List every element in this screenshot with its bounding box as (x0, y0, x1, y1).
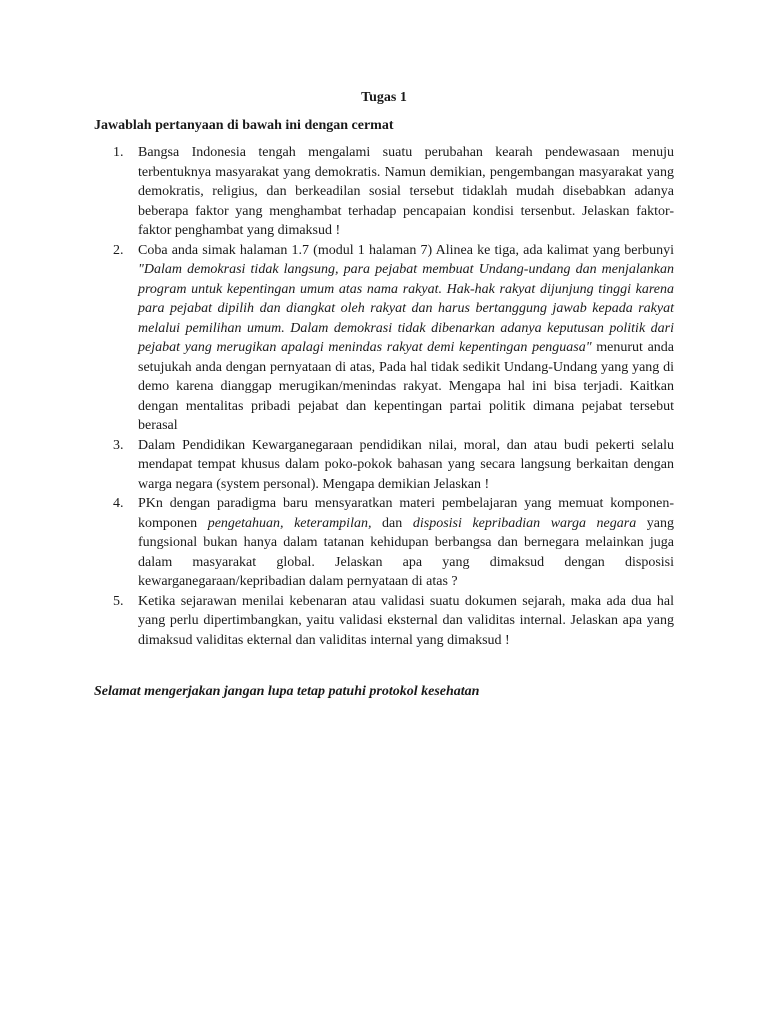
closing-note: Selamat mengerjakan jangan lupa tetap patuhi protokol kesehatan (94, 684, 480, 699)
question-text (138, 143, 674, 241)
question-text (138, 494, 674, 592)
question-item (94, 494, 674, 592)
question-text-italic: pengetahuan, keterampilan, (207, 515, 372, 531)
question-number: 5. (113, 593, 124, 609)
question-text-segment: Dalam Pendidikan Kewarganegaraan pendidikan nilai, moral, dan atau budi pekerti selalu mendapat tempat khusus dalam poko-pokok bahasan yang secara langsung berkaitan dengan warga negara (system personal). Mengapa demikian Jelaskan ! (138, 437, 674, 492)
question-text-segment: Ketika sejarawan menilai kebenaran atau validasi suatu dokumen sejarah, maka ada dua hal yang perlu dipertimbangkan, yaitu validasi eksternal dan validitas internal. Jelaskan apa yang dimaksud validitas ekternal dan validitas internal yang dimaksud ! (138, 593, 674, 648)
question-text-segment: Bangsa Indonesia tengah mengalami suatu perubahan kearah pendewasaan menuju terbentuknya masyarakat yang demokratis. Namun demikian, pengembangan masyarakat yang demokratis, religius, dan berkeadilan sosial tersebut tidaklah mudah disebabkan adanya beberapa faktor yang menghambat terhadap pencapaian kondisi tersenbut. Jelaskan faktor-faktor penghambat yang dimaksud ! (138, 145, 674, 238)
instruction-heading: Jawablah pertanyaan di bawah ini dengan cermat (94, 118, 394, 133)
question-text-segment: PKn dengan paradigma baru mensyaratkan materi pembelajaran yang memuat komponen-komponen (138, 496, 674, 531)
question-item (94, 241, 674, 436)
question-text-segment: yang fungsional bukan hanya dalam tatanan kehidupan berbangsa dan bernegara melainkan juga dalam masyarakat global. Jelaskan apa yang dimaksud dengan disposisi kewarganegaraan/kepribadian dalam pernyataan di atas ? (138, 515, 674, 589)
question-text-segment: Coba anda simak halaman 1.7 (modul 1 halaman 7) Alinea ke tiga, ada kalimat yang berbunyi (138, 242, 674, 258)
question-item (94, 592, 674, 651)
question-text (138, 241, 674, 436)
question-item (94, 143, 674, 241)
question-text (138, 592, 674, 651)
question-number: 3. (113, 437, 124, 453)
question-text (138, 436, 674, 495)
question-number: 2. (113, 242, 124, 258)
question-text-segment: dan (371, 515, 413, 531)
question-text-italic: disposisi kepribadian warga negara (412, 515, 637, 531)
question-number: 1. (113, 145, 124, 160)
question-text-italic: "Dalam demokrasi tidak langsung, para pejabat membuat Undang-undang dan menjalankan program untuk kepentingan umum atas nama rakyat. Hak-hak rakyat dijunjung tinggi karena para pejabat dipilih dan diangkat oleh rakyat dan harus bertanggung jawab kepada rakyat melalui pemilihan umum. Dalam demokrasi tidak dibenarkan adanya keputusan politik dari pejabat yang merugikan apalagi menindas rakyat demi kepentingan penguasa" (138, 262, 674, 355)
question-list (94, 143, 674, 650)
question-number: 4. (113, 496, 124, 511)
page-title: Tugas 1 (361, 90, 407, 105)
question-text-segment: menurut anda setujukah anda dengan pernyataan di atas, Pada hal tidak sedikit Undang-Undang yang yang di demo karena dianggap merugikan/menindas rakyat. Mengapa hal ini bisa terjadi. Kaitkan dengan mentalitas pribadi pejabat dan kepentingan partai politik dimana pejabat tersebut berasal (138, 340, 674, 433)
question-item (94, 436, 674, 495)
